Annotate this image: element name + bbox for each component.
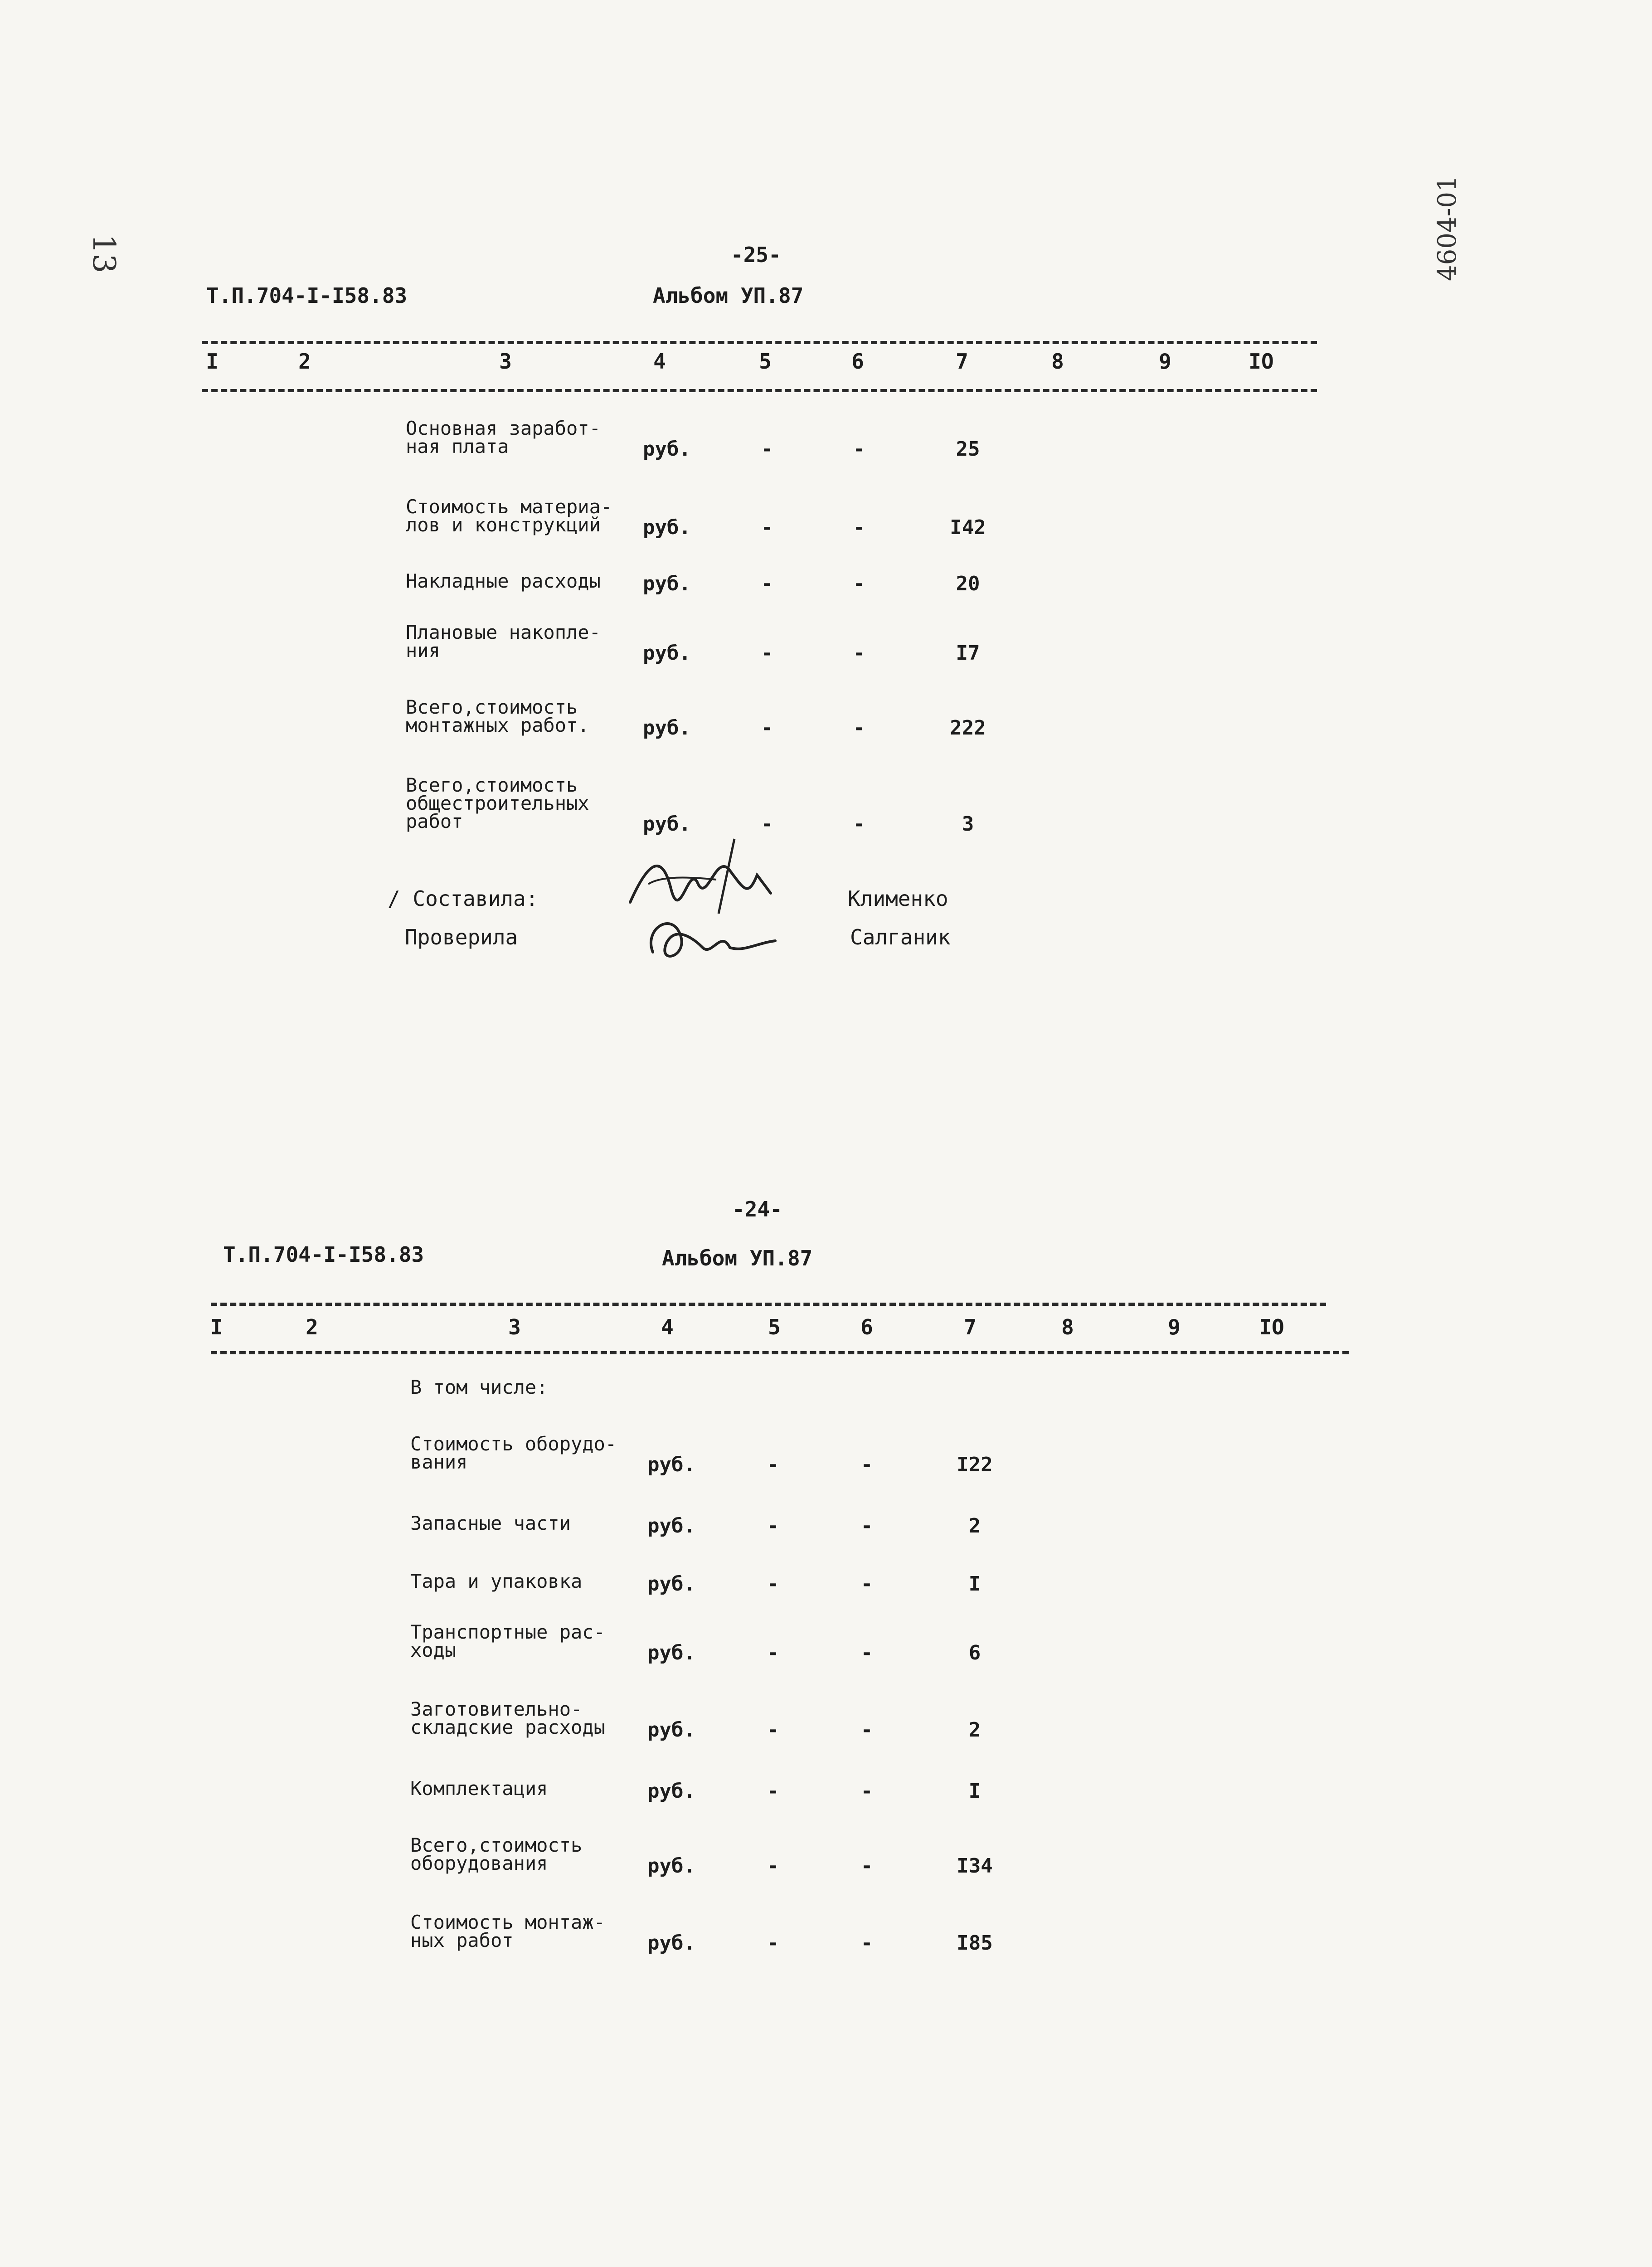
row-unit: руб.: [647, 1641, 695, 1664]
bottom-column-number: 7: [964, 1315, 977, 1339]
bottom-column-number: 5: [768, 1315, 781, 1339]
row-unit: руб.: [643, 516, 691, 539]
row-unit: руб.: [643, 572, 691, 595]
top-column-number: 3: [499, 349, 512, 374]
row-cell-c5: -: [761, 438, 773, 461]
bottom-column-number: 2: [306, 1315, 318, 1339]
row-label: Заготовительно- складские расходы: [410, 1698, 605, 1738]
checked-name: Салганик: [850, 925, 951, 949]
bottom-header-rule-top: [211, 1303, 1326, 1306]
row-label: Транспортные рас- ходы: [410, 1621, 605, 1661]
row-cell-c7: I42: [950, 516, 986, 539]
row-unit: руб.: [643, 642, 691, 665]
bottom-album: Альбом УП.87: [662, 1246, 813, 1270]
row-unit: руб.: [643, 716, 691, 739]
signature-checked: [639, 902, 784, 975]
row-cell-c5: -: [767, 1641, 779, 1664]
row-cell-c7: I: [968, 1572, 981, 1596]
row-label: Тара и упаковка: [410, 1570, 583, 1592]
row-cell-c6: -: [853, 438, 865, 461]
row-cell-c5: -: [761, 716, 773, 739]
row-cell-c7: I34: [957, 1854, 993, 1878]
row-label: Комплектация: [410, 1777, 548, 1800]
row-cell-c5: -: [767, 1453, 779, 1476]
row-unit: руб.: [647, 1854, 695, 1878]
row-cell-c7: 25: [956, 438, 980, 461]
sheet-mark: 13: [85, 234, 121, 273]
row-cell-c5: -: [767, 1931, 779, 1955]
row-cell-c5: -: [767, 1854, 779, 1878]
row-cell-c7: I85: [957, 1931, 993, 1955]
row-cell-c5: -: [767, 1718, 779, 1742]
row-unit: руб.: [647, 1780, 695, 1803]
top-column-number: 8: [1051, 349, 1064, 374]
row-cell-c6: -: [853, 716, 865, 739]
row-cell-c6: -: [860, 1641, 873, 1664]
row-label: Всего,стоимость общестроительных работ: [406, 774, 589, 832]
row-label: Стоимость оборудо- вания: [410, 1433, 617, 1473]
row-cell-c6: -: [860, 1931, 873, 1955]
checked-label: Проверила: [405, 925, 518, 949]
row-cell-c7: 2: [968, 1718, 981, 1742]
top-column-number: I: [206, 349, 219, 374]
side-note: 4604-01: [1433, 175, 1462, 281]
row-cell-c7: 3: [962, 812, 974, 836]
row-cell-c7: I7: [956, 642, 980, 665]
bottom-header-rule-bottom: [211, 1351, 1349, 1354]
row-cell-c6: -: [860, 1514, 873, 1537]
top-album: Альбом УП.87: [653, 283, 804, 308]
row-unit: руб.: [647, 1514, 695, 1537]
bottom-intro: В том числе:: [410, 1376, 548, 1398]
top-header-rule-bottom: [202, 389, 1317, 392]
bottom-doc-code: Т.П.704-I-I58.83: [223, 1242, 424, 1267]
row-cell-c7: I: [968, 1780, 981, 1803]
row-cell-c7: 6: [968, 1641, 981, 1664]
compiled-label: / Составила:: [388, 886, 539, 911]
row-cell-c5: -: [761, 642, 773, 665]
row-cell-c7: 222: [950, 716, 986, 739]
row-cell-c5: -: [767, 1514, 779, 1537]
bottom-column-number: I: [210, 1315, 223, 1339]
bottom-column-number: 3: [508, 1315, 521, 1339]
row-label: Стоимость материа- лов и конструкций: [406, 496, 612, 536]
top-page-number: -25-: [731, 243, 781, 267]
row-cell-c6: -: [860, 1718, 873, 1742]
bottom-column-number: IO: [1259, 1315, 1284, 1339]
row-cell-c7: I22: [957, 1453, 993, 1476]
row-cell-c6: -: [860, 1572, 873, 1596]
row-cell-c5: -: [761, 812, 773, 836]
top-column-number: 7: [956, 349, 968, 374]
row-cell-c6: -: [860, 1780, 873, 1803]
row-cell-c5: -: [767, 1572, 779, 1596]
row-cell-c7: 20: [956, 572, 980, 595]
bottom-page-number: -24-: [732, 1197, 782, 1221]
bottom-column-number: 4: [661, 1315, 674, 1339]
row-cell-c5: -: [761, 516, 773, 539]
row-label: Накладные расходы: [406, 570, 601, 592]
row-label: Стоимость монтаж- ных работ: [410, 1911, 605, 1951]
row-label: Всего,стоимость оборудования: [410, 1834, 583, 1874]
row-cell-c6: -: [860, 1453, 873, 1476]
row-label: Плановые накопле- ния: [406, 621, 601, 662]
row-cell-c5: -: [761, 572, 773, 595]
row-unit: руб.: [643, 438, 691, 461]
row-unit: руб.: [643, 812, 691, 836]
bottom-column-number: 8: [1061, 1315, 1074, 1339]
top-column-number: 4: [653, 349, 666, 374]
top-doc-code: Т.П.704-I-I58.83: [206, 283, 408, 308]
top-column-number: 6: [851, 349, 864, 374]
row-cell-c6: -: [853, 642, 865, 665]
row-cell-c6: -: [860, 1854, 873, 1878]
row-unit: руб.: [647, 1572, 695, 1596]
row-cell-c5: -: [767, 1780, 779, 1803]
row-label: Всего,стоимость монтажных работ.: [406, 696, 589, 736]
top-column-number: 9: [1159, 349, 1171, 374]
top-column-number: IO: [1249, 349, 1274, 374]
row-unit: руб.: [647, 1718, 695, 1742]
row-label: Запасные части: [410, 1512, 571, 1534]
row-label: Основная заработ- ная плата: [406, 417, 601, 457]
row-cell-c6: -: [853, 812, 865, 836]
row-cell-c6: -: [853, 572, 865, 595]
row-unit: руб.: [647, 1931, 695, 1955]
top-header-rule-top: [202, 341, 1317, 344]
row-cell-c7: 2: [968, 1514, 981, 1537]
row-cell-c6: -: [853, 516, 865, 539]
row-unit: руб.: [647, 1453, 695, 1476]
top-column-number: 5: [759, 349, 772, 374]
compiled-name: Клименко: [848, 886, 948, 911]
bottom-column-number: 6: [860, 1315, 873, 1339]
top-column-number: 2: [298, 349, 311, 374]
bottom-column-number: 9: [1168, 1315, 1181, 1339]
